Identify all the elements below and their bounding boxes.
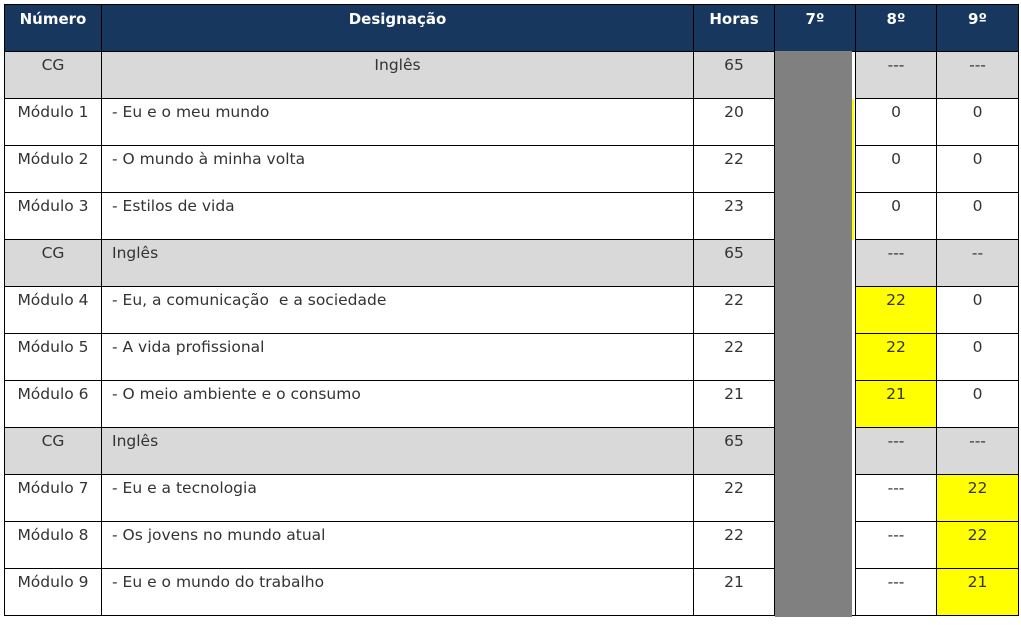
cell-horas: 22: [694, 287, 775, 334]
cell-horas: 65: [694, 428, 775, 475]
cell-numero: CG: [5, 240, 102, 287]
group-row: [5, 240, 1019, 287]
modules-table-container: [4, 4, 1018, 616]
cell-ano-9: 21: [937, 569, 1019, 616]
masked-column-7: [775, 51, 852, 617]
cell-numero: Módulo 7: [5, 475, 102, 522]
cell-designacao: Inglês: [102, 240, 694, 287]
cell-ano-9: 22: [937, 475, 1019, 522]
cell-numero: Módulo 9: [5, 569, 102, 616]
cell-designacao: - Eu e a tecnologia: [102, 475, 694, 522]
cell-ano-8: 22: [856, 334, 937, 381]
header-ano-7: 7º: [775, 5, 856, 52]
header-horas: Horas: [694, 5, 775, 52]
table-row: [5, 381, 1019, 428]
cell-designacao: - Eu e o meu mundo: [102, 99, 694, 146]
cell-horas: 21: [694, 381, 775, 428]
cell-numero: Módulo 2: [5, 146, 102, 193]
header-numero: Número: [5, 5, 102, 52]
header-ano-8: 8º: [856, 5, 937, 52]
group-row: [5, 52, 1019, 99]
cell-ano-8: ---: [856, 240, 937, 287]
cell-numero: CG: [5, 52, 102, 99]
cell-ano-8: 21: [856, 381, 937, 428]
cell-ano-8: ---: [856, 522, 937, 569]
cell-horas: 22: [694, 475, 775, 522]
cell-numero: Módulo 1: [5, 99, 102, 146]
table-row: [5, 569, 1019, 616]
cell-designacao: - O meio ambiente e o consumo: [102, 381, 694, 428]
cell-ano-8: 0: [856, 99, 937, 146]
cell-ano-9: 0: [937, 193, 1019, 240]
cell-designacao: - Eu e o mundo do trabalho: [102, 569, 694, 616]
table-row: [5, 99, 1019, 146]
cell-ano-8: 0: [856, 193, 937, 240]
cell-ano-9: --: [937, 240, 1019, 287]
cell-ano-9: 0: [937, 381, 1019, 428]
cell-horas: 22: [694, 522, 775, 569]
cell-ano-8: ---: [856, 475, 937, 522]
cell-designacao: - Os jovens no mundo atual: [102, 522, 694, 569]
cell-horas: 22: [694, 334, 775, 381]
cell-ano-9: 0: [937, 334, 1019, 381]
cell-ano-9: ---: [937, 52, 1019, 99]
cell-ano-9: 0: [937, 146, 1019, 193]
cell-numero: Módulo 5: [5, 334, 102, 381]
table-row: [5, 475, 1019, 522]
cell-ano-9: 0: [937, 99, 1019, 146]
cell-horas: 23: [694, 193, 775, 240]
table-row: [5, 146, 1019, 193]
cell-ano-8: ---: [856, 569, 937, 616]
cell-numero: Módulo 8: [5, 522, 102, 569]
cell-designacao: - Eu, a comunicação e a sociedade: [102, 287, 694, 334]
header-ano-9: 9º: [937, 5, 1019, 52]
cell-designacao: - A vida profissional: [102, 334, 694, 381]
cell-horas: 21: [694, 569, 775, 616]
cell-designacao: Inglês: [102, 428, 694, 475]
cell-designacao: - Estilos de vida: [102, 193, 694, 240]
cell-ano-9: 22: [937, 522, 1019, 569]
cell-horas: 22: [694, 146, 775, 193]
cell-ano-8: 22: [856, 287, 937, 334]
cell-ano-8: 0: [856, 146, 937, 193]
modules-table: [4, 4, 1019, 616]
table-row: [5, 522, 1019, 569]
cell-ano-9: 0: [937, 287, 1019, 334]
table-row: [5, 287, 1019, 334]
cell-designacao: Inglês: [102, 52, 694, 99]
cell-horas: 65: [694, 52, 775, 99]
cell-numero: CG: [5, 428, 102, 475]
cell-ano-9: ---: [937, 428, 1019, 475]
header-designacao: Designação: [102, 5, 694, 52]
header-row: [5, 5, 1019, 52]
cell-numero: Módulo 4: [5, 287, 102, 334]
cell-designacao: - O mundo à minha volta: [102, 146, 694, 193]
cell-horas: 65: [694, 240, 775, 287]
table-row: [5, 193, 1019, 240]
group-row: [5, 428, 1019, 475]
cell-ano-8: ---: [856, 428, 937, 475]
cell-ano-8: ---: [856, 52, 937, 99]
cell-horas: 20: [694, 99, 775, 146]
yellow-edge-right: [852, 99, 854, 240]
cell-numero: Módulo 3: [5, 193, 102, 240]
table-row: [5, 334, 1019, 381]
cell-numero: Módulo 6: [5, 381, 102, 428]
